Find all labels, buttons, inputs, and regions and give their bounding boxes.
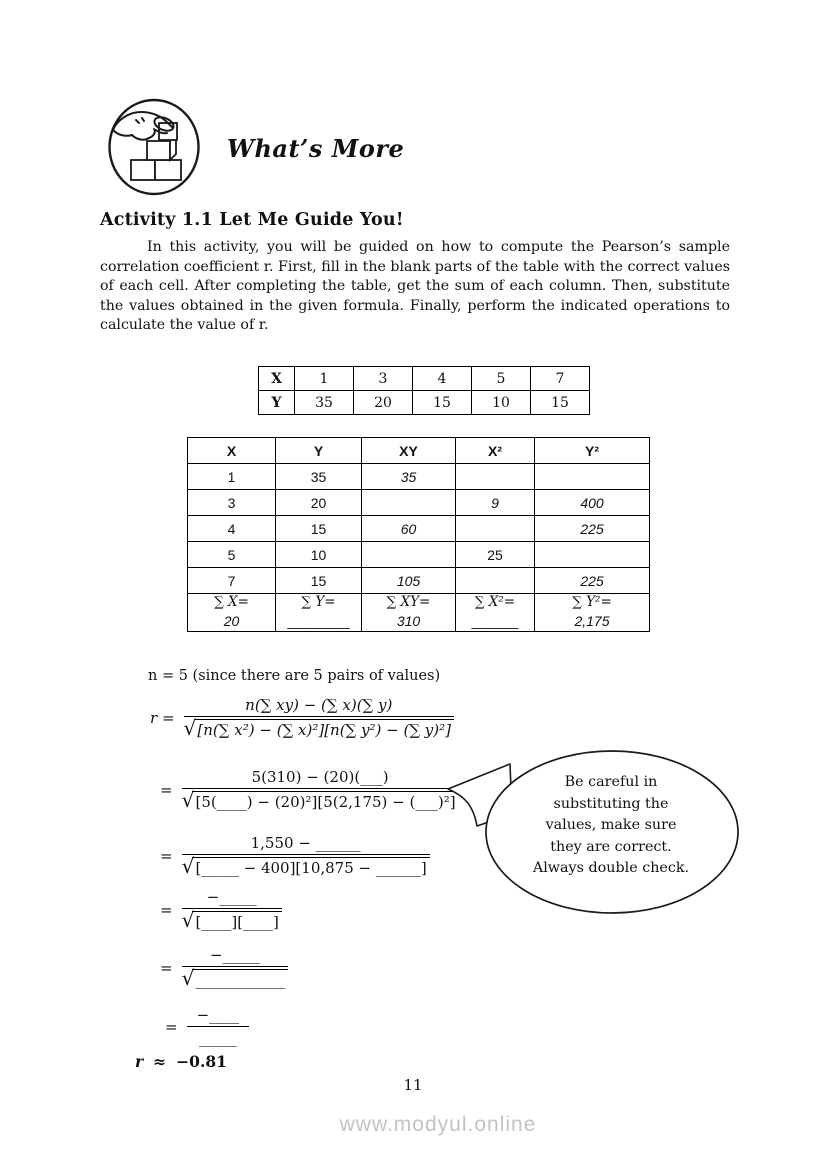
table-header-row xyxy=(188,438,650,464)
radical-icon: √ xyxy=(181,966,195,990)
activity-instructions: In this activity, you will be guided on how to compute the Pearson’s sample correlation coefficient r. First, fill in the blank parts of the table with the correct values of each cell. After completing the table, get the sum of each column. Then, substitute the values obtained in the given formula. Finally, perform the indicated operations to calculate the value of r. xyxy=(100,239,730,334)
table-sum-row xyxy=(188,594,650,632)
fraction: n(∑ xy) − (∑ x)(∑ y) √ [n(∑ x²) − (∑ x)²][n(∑ y²) − (∑ y)²] xyxy=(184,696,455,739)
table-row xyxy=(188,542,650,568)
x-value: 4 xyxy=(413,367,472,391)
cell-answer: 225 xyxy=(535,516,650,542)
cell-blank xyxy=(535,464,650,490)
column-header: X xyxy=(188,438,276,464)
cell-blank xyxy=(456,464,535,490)
fraction: 1,550 − ______ √ [_____ − 400][10,875 − ______] xyxy=(182,834,430,877)
cell-answer: 9 xyxy=(456,490,535,516)
table-row xyxy=(259,367,590,391)
cell: 3 xyxy=(188,490,276,516)
given-values-table xyxy=(258,366,590,415)
sum-cell-x: ∑ X= 20 xyxy=(188,594,276,632)
step-lhs: = xyxy=(160,958,173,977)
solution-step-4 xyxy=(160,888,282,931)
cell: 20 xyxy=(276,490,362,516)
table-row xyxy=(188,516,650,542)
table-row xyxy=(188,490,650,516)
speech-bubble xyxy=(440,742,750,922)
table-row xyxy=(188,568,650,594)
step-lhs: = xyxy=(165,1017,178,1036)
bubble-text: Be careful in substituting the values, make sure they are correct. Always double check. xyxy=(532,774,690,876)
solution-step-6 xyxy=(165,1006,249,1047)
cell-blank xyxy=(456,568,535,594)
fraction: −_____ √ ____________ xyxy=(182,946,289,989)
cell-answer: 60 xyxy=(362,516,456,542)
cell: 5 xyxy=(188,542,276,568)
activity-heading: Activity 1.1 Let Me Guide You! xyxy=(100,210,404,230)
computation-table xyxy=(187,437,650,632)
section-title: What’s More xyxy=(227,134,405,163)
page-number: 11 xyxy=(403,1076,423,1094)
cell: 25 xyxy=(456,542,535,568)
cell-blank xyxy=(456,516,535,542)
column-header: Y² xyxy=(535,438,650,464)
table-row xyxy=(188,464,650,490)
x-value: 7 xyxy=(531,367,590,391)
watermark: www.modyul.online xyxy=(339,1113,537,1136)
fraction: $\frac{-\_\_\_\_}{\_\_\_\_\_}$ xyxy=(187,1006,250,1047)
solution-step-1 xyxy=(150,696,454,739)
whats-more-icon xyxy=(106,96,204,198)
cell: 10 xyxy=(276,542,362,568)
y-value: 35 xyxy=(295,391,354,415)
cell-blank xyxy=(362,490,456,516)
solution-step-3 xyxy=(160,834,430,877)
x-value: 3 xyxy=(354,367,413,391)
column-header: XY xyxy=(362,438,456,464)
y-value: 20 xyxy=(354,391,413,415)
cell-answer: 225 xyxy=(535,568,650,594)
cell-answer: 105 xyxy=(362,568,456,594)
sum-cell-y2: ∑ Y²= 2,175 xyxy=(535,594,650,632)
y-value: 10 xyxy=(472,391,531,415)
cell-blank xyxy=(362,542,456,568)
final-result: r ≈ −0.81 xyxy=(135,1052,227,1071)
cell: 1 xyxy=(188,464,276,490)
cell: 15 xyxy=(276,568,362,594)
n-value-note: n = 5 (since there are 5 pairs of values) xyxy=(148,668,441,684)
radical-icon: √ xyxy=(181,788,195,812)
step-lhs: = xyxy=(160,846,173,865)
step-lhs: = xyxy=(160,780,173,799)
step-lhs: = xyxy=(160,900,173,919)
cell: 4 xyxy=(188,516,276,542)
y-value: 15 xyxy=(531,391,590,415)
solution-step-5 xyxy=(160,946,288,989)
radical-icon: √ xyxy=(181,854,195,878)
cell-answer: 400 xyxy=(535,490,650,516)
x-value: 5 xyxy=(472,367,531,391)
cell: 15 xyxy=(276,516,362,542)
step-lhs: r = xyxy=(150,708,175,727)
fraction: −_____ √ [____][____] xyxy=(182,888,282,931)
solution-step-2 xyxy=(160,768,459,811)
sum-cell-xy: ∑ XY= 310 xyxy=(362,594,456,632)
x-value: 1 xyxy=(295,367,354,391)
sum-cell-y: ∑ Y= ________ xyxy=(276,594,362,632)
cell-blank xyxy=(535,542,650,568)
row-label-y: Y xyxy=(259,391,295,415)
column-header: X² xyxy=(456,438,535,464)
radical-icon: √ xyxy=(183,716,197,740)
radical-icon: √ xyxy=(181,908,195,932)
row-label-x: X xyxy=(259,367,295,391)
table-row xyxy=(259,391,590,415)
fraction: 5(310) − (20)(___) √ [5(____) − (20)²][5(2,175) − (___)²] xyxy=(182,768,459,811)
sum-cell-x2: ∑ X²= ______ xyxy=(456,594,535,632)
cell: 7 xyxy=(188,568,276,594)
cell: 35 xyxy=(276,464,362,490)
column-header: Y xyxy=(276,438,362,464)
cell-answer: 35 xyxy=(362,464,456,490)
y-value: 15 xyxy=(413,391,472,415)
